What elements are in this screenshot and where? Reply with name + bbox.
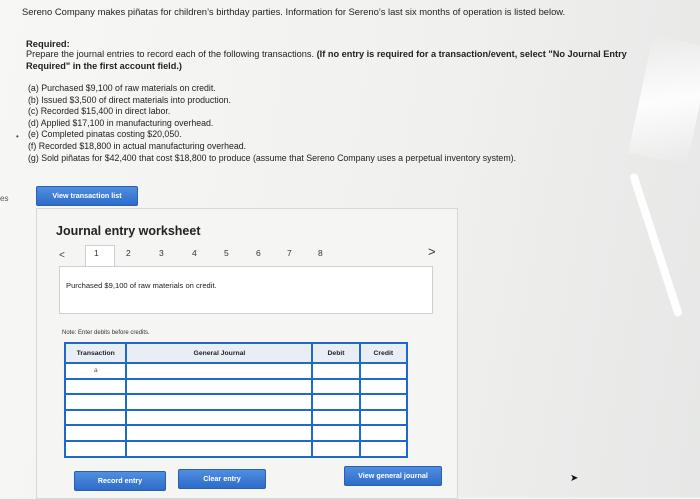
transaction-item: (a) Purchased $9,100 of raw materials on credit.	[28, 83, 216, 93]
table-row	[65, 410, 407, 426]
page-tab-6[interactable]: 6	[256, 248, 261, 258]
page-tab-7[interactable]: 7	[287, 248, 292, 258]
mouse-cursor-icon: ➤	[570, 473, 579, 484]
journal-entry-table	[64, 342, 408, 458]
table-row	[65, 363, 407, 379]
record-entry-button[interactable]: Record entry	[74, 471, 166, 491]
account-input[interactable]	[126, 441, 312, 457]
page-tab-5[interactable]: 5	[224, 248, 229, 258]
table-row	[65, 379, 407, 395]
header-transaction: Transaction	[65, 343, 126, 363]
worksheet-title: Journal entry worksheet	[56, 224, 201, 238]
view-general-journal-button[interactable]: View general journal	[344, 466, 442, 486]
credit-input[interactable]	[360, 410, 407, 426]
page-tab-3[interactable]: 3	[159, 248, 164, 258]
transaction-cell: a	[65, 363, 126, 379]
account-input[interactable]	[126, 394, 312, 410]
transaction-description: Purchased $9,100 of raw materials on credit.	[66, 281, 217, 290]
transaction-description-box	[59, 266, 433, 314]
debit-input[interactable]	[312, 425, 359, 441]
debit-input[interactable]	[312, 379, 359, 395]
required-title: Required:	[26, 38, 70, 49]
transaction-item: (g) Sold piñatas for $42,400 that cost $18,800 to produce (assume that Sereno Company uses a perpetual inventory system).	[28, 152, 517, 163]
next-page-arrow-icon[interactable]: >	[428, 244, 436, 259]
view-transaction-list-button[interactable]: View transaction list	[36, 186, 138, 206]
page-tab-4[interactable]: 4	[192, 248, 197, 258]
page-tab-8[interactable]: 8	[318, 248, 323, 258]
required-instructions	[26, 49, 656, 72]
credit-input[interactable]	[360, 394, 407, 410]
credit-input[interactable]	[360, 379, 407, 395]
debit-input[interactable]	[312, 363, 359, 379]
table-row	[65, 441, 407, 457]
credit-input[interactable]	[360, 425, 407, 441]
bullet-marker: •	[16, 132, 19, 141]
account-input[interactable]	[126, 410, 312, 426]
problem-intro: Sereno Company makes piñatas for children’s birthday parties. Information for Sereno’s last six months of operation is listed below.	[22, 6, 566, 17]
transaction-item: (d) Applied $17,100 in manufacturing overhead.	[28, 117, 214, 128]
header-general-journal: General Journal	[126, 343, 312, 363]
page-tab-1[interactable]: 1	[94, 248, 99, 258]
transaction-cell	[65, 410, 126, 426]
table-row	[65, 425, 407, 441]
required-text: Prepare the journal entries to record each of the following transactions.	[26, 49, 315, 59]
debit-input[interactable]	[312, 394, 359, 410]
transaction-item: (f) Recorded $18,800 in actual manufacturing overhead.	[28, 140, 247, 151]
header-credit: Credit	[360, 343, 407, 363]
transaction-list	[28, 83, 648, 164]
entry-note: Note: Enter debits before credits.	[62, 330, 150, 336]
credit-input[interactable]	[360, 441, 407, 457]
page-tab-2[interactable]: 2	[126, 248, 131, 258]
header-debit: Debit	[312, 343, 359, 363]
account-input[interactable]	[126, 425, 312, 441]
credit-input[interactable]	[360, 363, 407, 379]
transaction-item: (c) Recorded $15,400 in direct labor.	[28, 106, 171, 117]
table-row	[65, 394, 407, 410]
transaction-item: (b) Issued $3,500 of direct materials into production.	[28, 94, 231, 105]
account-input[interactable]	[126, 363, 312, 379]
required-bold-note: (If no entry is required for a transaction/event, select "No Journal Entry Required" in the first account field.)	[26, 49, 627, 71]
left-sidebar-fragment: es	[0, 194, 9, 203]
transaction-cell	[65, 425, 126, 441]
transaction-cell	[65, 394, 126, 410]
prev-page-arrow-icon[interactable]: <	[59, 250, 65, 261]
debit-input[interactable]	[312, 410, 359, 426]
account-input[interactable]	[126, 379, 312, 395]
clear-entry-button[interactable]: Clear entry	[178, 469, 266, 489]
transaction-cell	[65, 379, 126, 395]
debit-input[interactable]	[312, 441, 359, 457]
transaction-cell	[65, 441, 126, 457]
transaction-item: (e) Completed pinatas costing $20,050.	[28, 129, 182, 140]
journal-header-row	[65, 343, 407, 363]
